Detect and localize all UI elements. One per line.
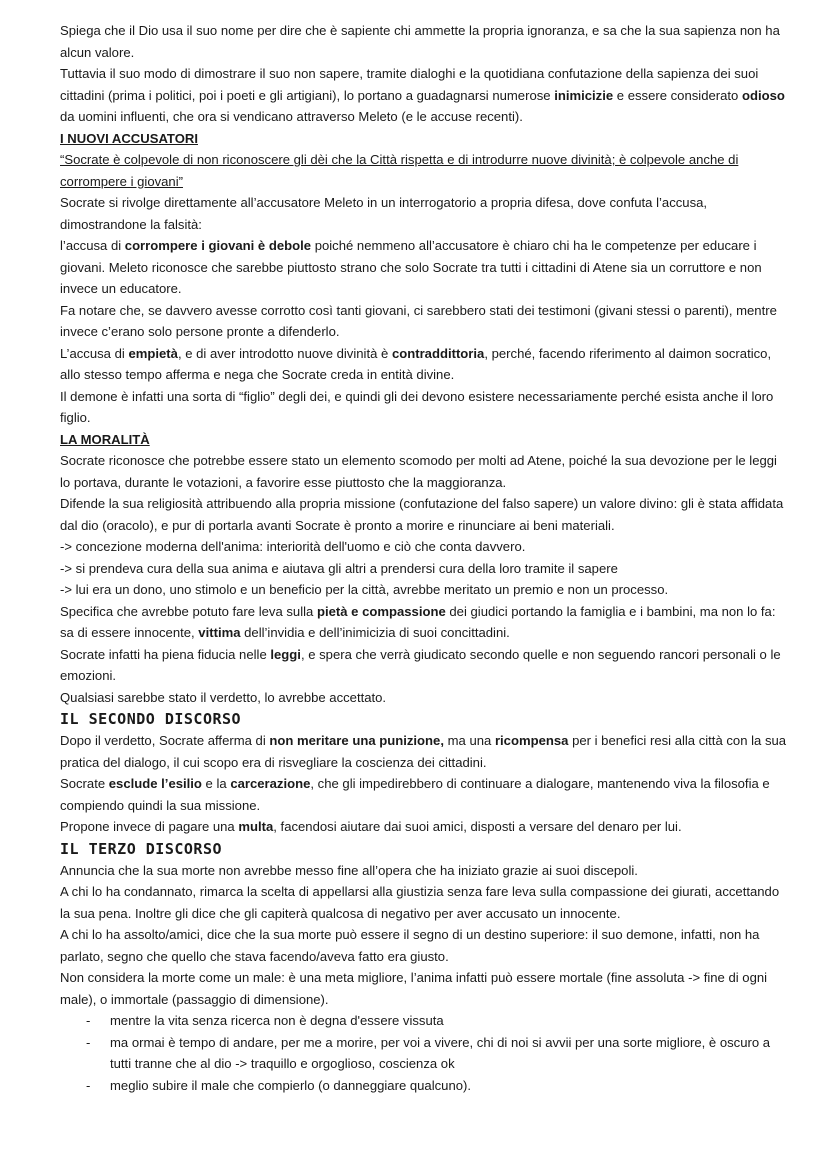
paragraph: Annuncia che la sua morte non avrebbe messo fine all’opera che ha iniziato grazie ai suoi discepoli. (60, 862, 638, 878)
paragraph: l’accusa di corrompere i giovani è debole poiché nemmeno all’accusatore è chiaro chi ha le competenze per educare i giovani. Meleto riconosce che sarebbe piuttosto strano che solo Socrate tra tutti i cittadini di Atene sia un corruttore e non invece un educatore. (60, 238, 762, 296)
section-heading-secondo-discorso: IL SECONDO DISCORSO (60, 710, 242, 728)
section-heading-accusatori: I NUOVI ACCUSATORI (60, 130, 198, 146)
paragraph: Socrate riconosce che potrebbe essere stato un elemento scomodo per molti ad Atene, poiché la sua devozione per le leggi lo portava, durante le votazioni, a favorire esse piuttosto che la maggioranza. (60, 453, 777, 490)
dash-bullet-icon: - (86, 1077, 91, 1093)
paragraph: Socrate infatti ha piena fiducia nelle leggi, e spera che verrà giudicato secondo quelle e non seguendo rancori personali o le emozioni. (60, 646, 781, 683)
accusation-quote: “Socrate è colpevole di non riconoscere gli dèi che la Città rispetta e di introdurre nuove divinità; è colpevole anche di corrompere i giovani” (60, 152, 739, 189)
list-item: - ma ormai è tempo di andare, per me a morire, per voi a vivere, chi di noi si avvii per una sorte migliore, è oscuro a tutti tranne che al dio -> traquillo e orgoglioso, coscienza ok (86, 1032, 788, 1075)
paragraph: Spiega che il Dio usa il suo nome per dire che è sapiente chi ammette la propria ignoranza, e sa che la sua sapienza non ha alcun valore. (60, 23, 780, 60)
paragraph: Qualsiasi sarebbe stato il verdetto, lo avrebbe accettato. (60, 689, 387, 705)
section-heading-terzo-discorso: IL TERZO DISCORSO (60, 839, 223, 858)
paragraph: A chi lo ha assolto/amici, dice che la sua morte può essere il segno di un destino superiore: il suo demone, infatti, non ha parlato, segno che quello che stava facendo/aveva fatto era giusto. (60, 927, 760, 964)
list-item: - mentre la vita senza ricerca non è degna d'essere vissuta (86, 1010, 788, 1032)
paragraph: A chi lo ha condannato, rimarca la scelta di appellarsi alla giustizia senza fare leva sulla compassione dei giurati, accettando la sua pena. Inoltre gli dice che gli capiterà qualcosa di negativo per aver accusato un innocente. (60, 884, 780, 921)
paragraph: Il demone è infatti una sorta di “figlio” degli dei, e quindi gli dei devono esistere necessariamente perché esista anche il loro figlio. (60, 388, 774, 425)
dash-bullet-icon: - (86, 1034, 91, 1050)
bullet-list (60, 1010, 788, 1096)
list-item: - meglio subire il male che compierlo (o danneggiare qualcuno). (86, 1075, 788, 1097)
arrow-line: -> lui era un dono, uno stimolo e un beneficio per la città, avrebbe meritato un premio e non un processo. (60, 582, 669, 597)
section-heading-moralita: LA MORALITÀ (60, 431, 150, 447)
paragraph: Socrate si rivolge direttamente all’accusatore Meleto in un interrogatorio a propria difesa, dove confuta l’accusa, dimostrandone la falsità: (60, 195, 708, 232)
paragraph: Difende la sua religiosità attribuendo alla propria missione (confutazione del falso sapere) un valore divino: gli è stata affidata dal dio (oracolo), e pur di portarla avanti Socrate è pronto a morire e rinunciare ai beni materiali. (60, 496, 784, 533)
paragraph: Propone invece di pagare una multa, facendosi aiutare dai suoi amici, disposti a versare del denaro per lui. (60, 819, 682, 834)
paragraph: Dopo il verdetto, Socrate afferma di non meritare una punizione, ma una ricompensa per i benefici resi alla città con la sua pratica del dialogo, il cui scopo era di risvegliare la coscienza dei cittadini. (60, 733, 787, 770)
arrow-line: -> si prendeva cura della sua anima e aiutava gli altri a prendersi cura della loro tramite il sapere (60, 560, 618, 576)
paragraph: Socrate esclude l’esilio e la carcerazione, che gli impedirebbero di continuare a dialogare, mantenendo viva la filosofia e compiendo quindi la sua missione. (60, 776, 770, 813)
paragraph: Fa notare che, se davvero avesse corrotto così tanti giovani, ci sarebbero stati dei testimoni (givani stessi o parenti), mentre invece c’erano solo persone pronte a difenderlo. (60, 302, 777, 339)
arrow-line: -> concezione moderna dell'anima: interiorità dell'uomo e ciò che conta davvero. (60, 539, 526, 554)
paragraph: Non considera la morte come un male: è una meta migliore, l’anima infatti può essere mortale (fine assoluta -> fine di ogni male), o immortale (passaggio di dimensione). (60, 970, 768, 1007)
dash-bullet-icon: - (86, 1013, 91, 1028)
paragraph: Tuttavia il suo modo di dimostrare il suo non sapere, tramite dialoghi e la quotidiana confutazione della sapienza dei suoi cittadini (prima i politici, poi i poeti e gli artigiani), lo portano a guadagnarsi numerose inimicizie e essere considerato odioso da uomini influenti, che ora si vendicano attraverso Meleto (e le accuse recenti). (60, 66, 785, 124)
paragraph: Specifica che avrebbe potuto fare leva sulla pietà e compassione dei giudici portando la famiglia e i bambini, ma non lo fa: sa di essere innocente, vittima dell’invidia e dell’inimicizia di suoi concittadini. (60, 603, 776, 640)
paragraph: L’accusa di empietà, e di aver introdotto nuove divinità è contraddittoria, perché, facendo riferimento al daimon socratico, allo stesso tempo afferma e nega che Socrate creda in entità divine. (60, 345, 772, 382)
